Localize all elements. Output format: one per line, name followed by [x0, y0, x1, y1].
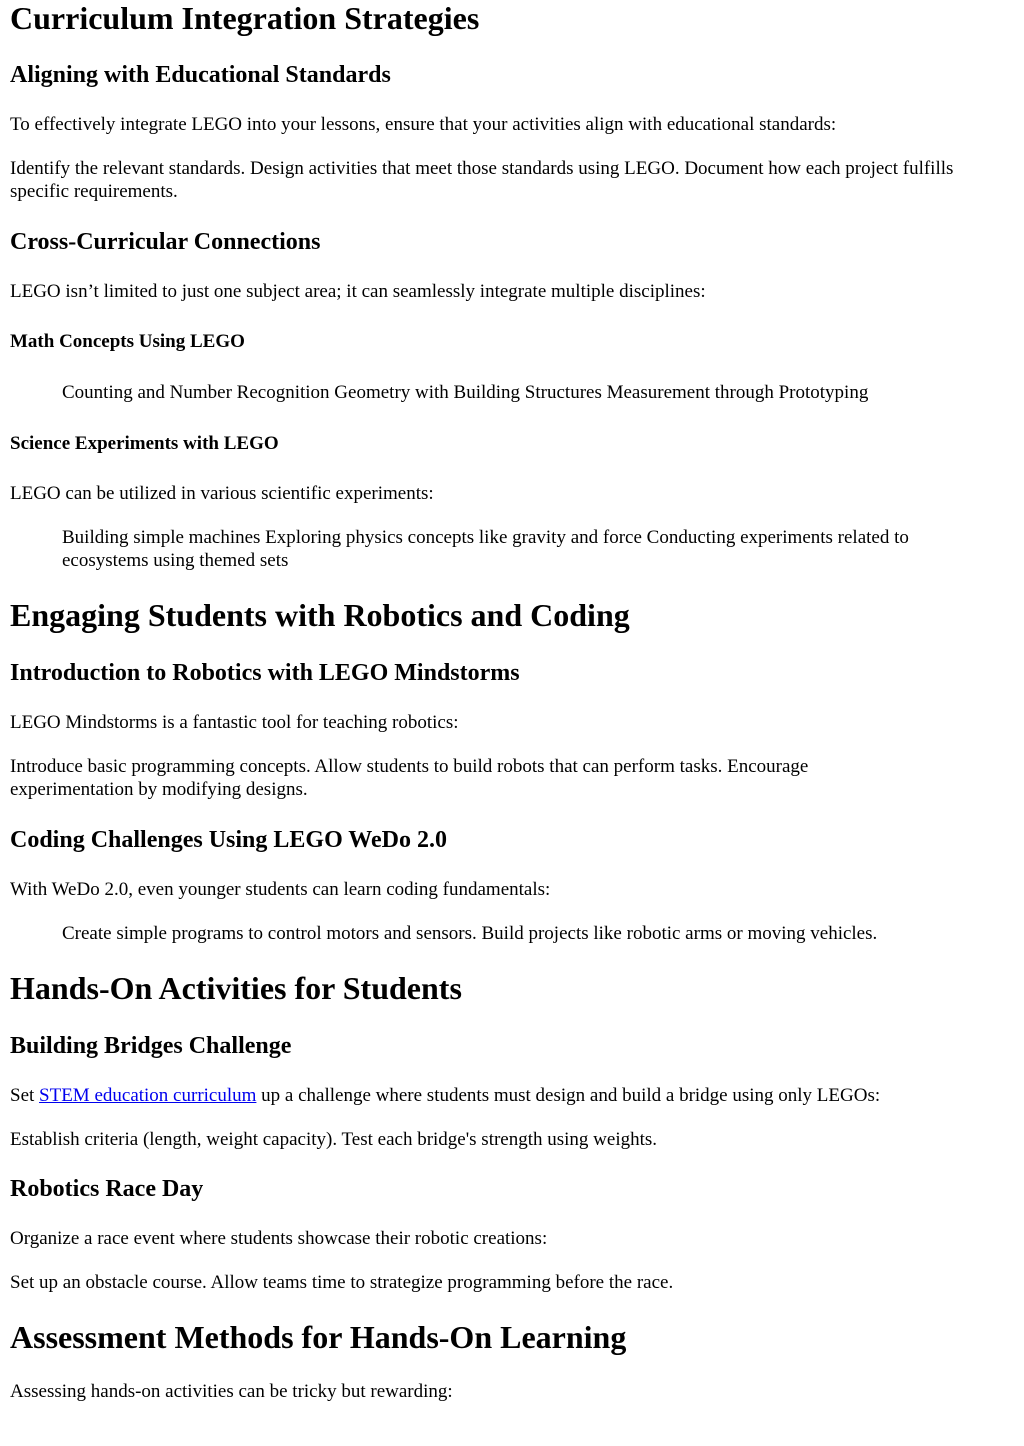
blockquote: Create simple programs to control motors and sensors. Build projects like robotic arms or moving vehicles.	[62, 923, 878, 944]
paragraph	[10, 1084, 1010, 1107]
subsection-heading: Coding Challenges Using LEGO WeDo 2.0	[10, 827, 447, 853]
paragraph: LEGO Mindstorms is a fantastic tool for teaching robotics:	[10, 712, 459, 733]
section-title: Engaging Students with Robotics and Coding	[10, 597, 630, 633]
paragraph: Assessing hands-on activities can be tricky but rewarding:	[10, 1381, 453, 1402]
paragraph: To effectively integrate LEGO into your lessons, ensure that your activities align with educational standards:	[10, 114, 837, 135]
paragraph: LEGO isn’t limited to just one subject area; it can seamlessly integrate multiple disciplines:	[10, 281, 706, 302]
section-title: Curriculum Integration Strategies	[10, 0, 480, 36]
subsection-heading: Building Bridges Challenge	[10, 1033, 292, 1059]
subsection-heading: Introduction to Robotics with LEGO Mindstorms	[10, 660, 520, 686]
paragraph: Identify the relevant standards. Design activities that meet those standards using LEGO. Document how each project fulfills specific requirements.	[10, 158, 954, 202]
paragraph: LEGO can be utilized in various scientific experiments:	[10, 483, 434, 504]
minor-heading: Science Experiments with LEGO	[10, 433, 279, 454]
paragraph: Set up an obstacle course. Allow teams time to strategize programming before the race.	[10, 1272, 674, 1293]
paragraph-text: Set	[10, 1085, 40, 1106]
section-title: Assessment Methods for Hands-On Learning	[10, 1319, 627, 1355]
paragraph: Establish criteria (length, weight capacity). Test each bridge's strength using weights.	[10, 1129, 658, 1150]
blockquote: Building simple machines Exploring physics concepts like gravity and force Conducting experiments related to ecosystems using themed sets	[62, 527, 909, 571]
paragraph: Introduce basic programming concepts. Allow students to build robots that can perform tasks. Encourage experimentation by modifying designs.	[10, 756, 809, 800]
section-title: Hands-On Activities for Students	[10, 970, 462, 1006]
paragraph: Organize a race event where students showcase their robotic creations:	[10, 1228, 548, 1249]
subsection-heading: Aligning with Educational Standards	[10, 62, 391, 88]
stem-curriculum-link[interactable]: STEM education curriculum	[39, 1085, 257, 1106]
paragraph: With WeDo 2.0, even younger students can learn coding fundamentals:	[10, 879, 551, 900]
paragraph-text: up a challenge where students must design and build a bridge using only LEGOs:	[256, 1085, 881, 1106]
subsection-heading: Cross-Curricular Connections	[10, 229, 321, 255]
minor-heading: Math Concepts Using LEGO	[10, 331, 245, 352]
subsection-heading: Robotics Race Day	[10, 1176, 204, 1202]
blockquote: Counting and Number Recognition Geometry with Building Structures Measurement through Prototyping	[62, 382, 869, 403]
